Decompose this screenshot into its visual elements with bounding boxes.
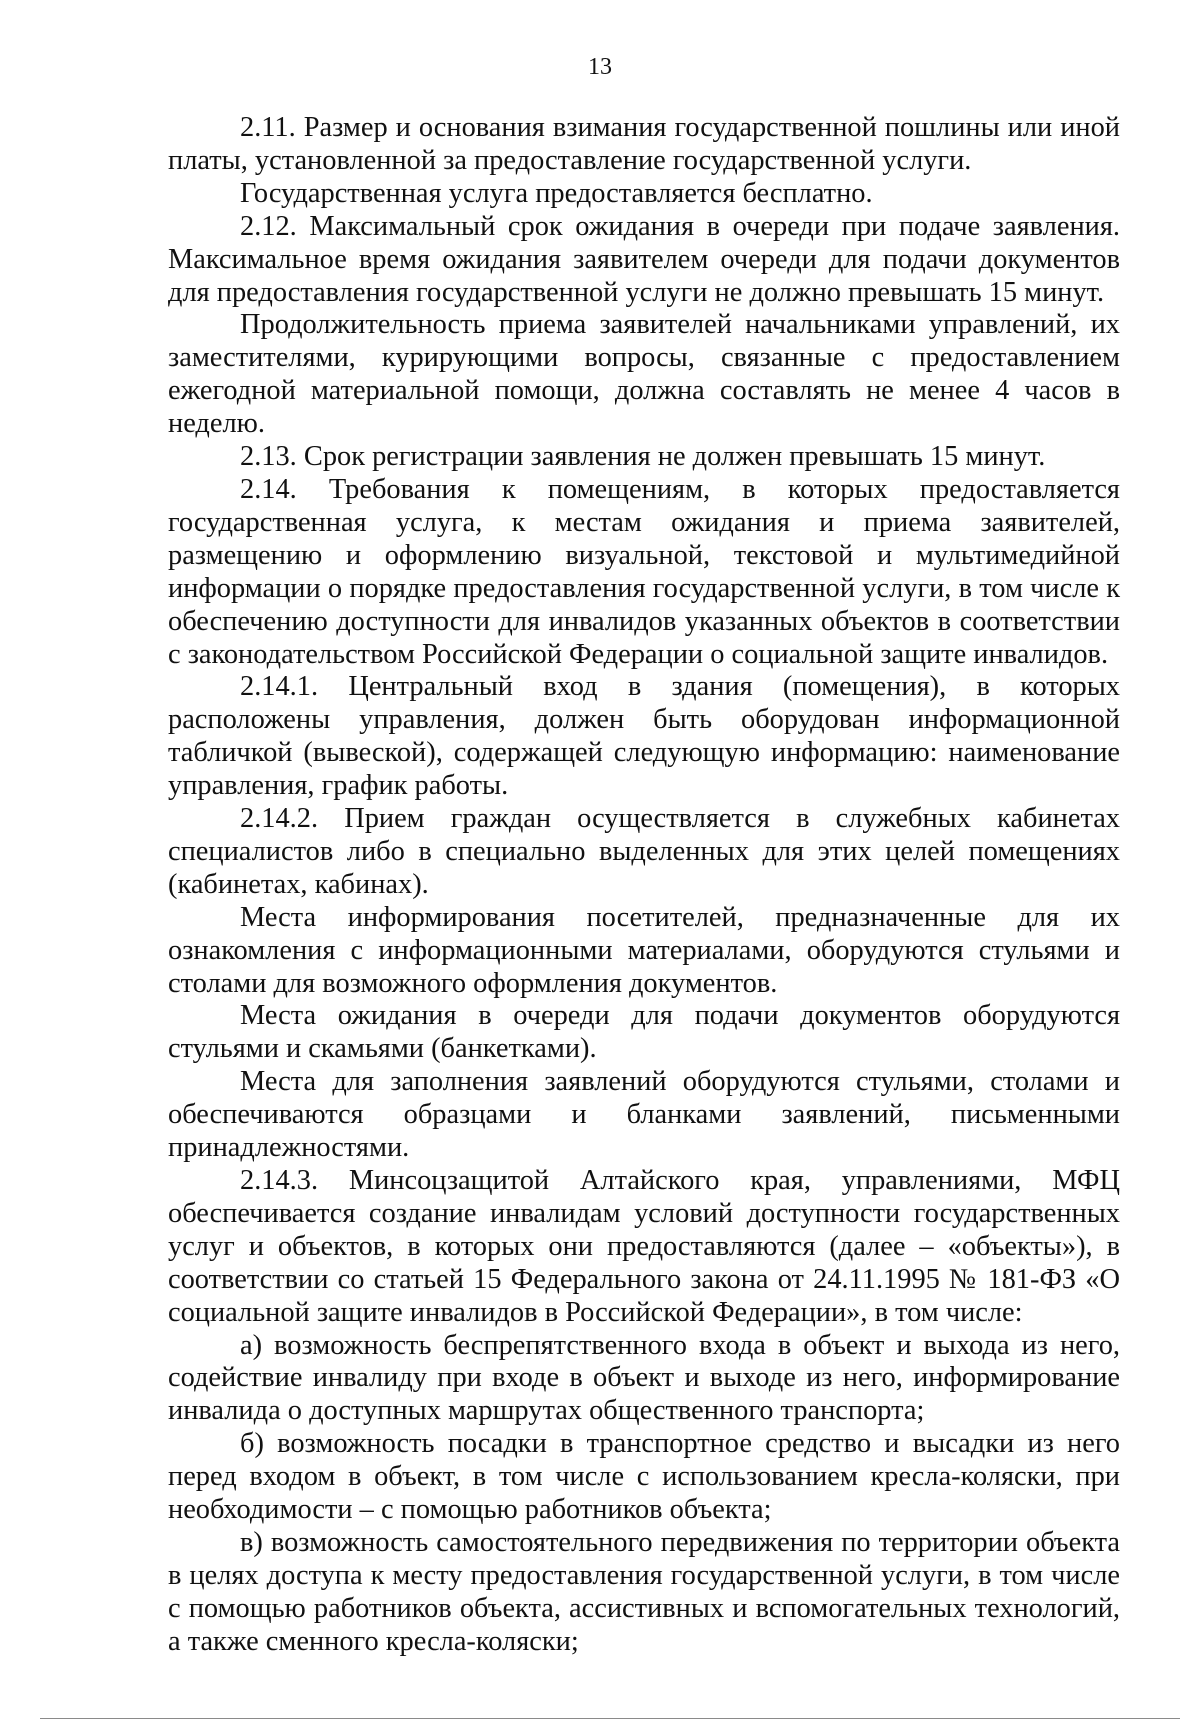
document-body	[168, 112, 1120, 1659]
list-item-a: а) возможность беспрепятственного входа в объект и выхода из него, содействие инвалиду при входе в объект и выходе из него, информирование инвалида о доступных маршрутах общественного транспорта;	[168, 1329, 1120, 1427]
paragraph-2-12: 2.12. Максимальный срок ожидания в очереди при подаче заявления. Максимальное время ожидания заявителем очереди для подачи документов для предоставления государственной услуги не должно превышать 15 минут.	[168, 210, 1120, 308]
paragraph-application-places: Места для заполнения заявлений оборудуются стульями, столами и обеспечиваются образцами и бланками заявлений, письменными принадлежностями.	[168, 1066, 1120, 1164]
paragraph-2-14-3: 2.14.3. Минсоцзащитой Алтайского края, управлениями, МФЦ обеспечивается создание инвалидам условий доступности государственных услуг и объектов, в которых они предоставляются (далее – «объекты»), в соответствии со статьей 15 Федерального закона от 24.11.1995 № 181-ФЗ «О социальной защите инвалидов в Российской Федерации», в том числе:	[168, 1165, 1120, 1328]
paragraph-reception-duration: Продолжительность приема заявителей начальниками управлений, их заместителями, курирующими вопросы, связанные с предоставлением ежегодной материальной помощи, должна составлять не менее 4 часов в неделю.	[168, 309, 1120, 440]
paragraph-2-14-2: 2.14.2. Прием граждан осуществляется в служебных кабинетах специалистов либо в специально выделенных для этих целей помещениях (кабинетах, кабинах).	[168, 803, 1120, 900]
list-item-b: б) возможность посадки в транспортное средство и высадки из него перед входом в объект, в том числе с использованием кресла-коляски, при необходимости – с помощью работников объекта;	[168, 1428, 1120, 1526]
paragraph-2-13: 2.13. Срок регистрации заявления не должен превышать 15 минут.	[240, 441, 1046, 473]
paragraph-2-14: 2.14. Требования к помещениям, в которых предоставляется государственная услуга, к местам ожидания и приема заявителей, размещению и оформлению визуальной, текстовой и мультимедийной информации о порядке предоставления государственной услуги, в том числе к обеспечению доступности для инвалидов указанных объектов в соответствии с законодательством Российской Федерации о социальной защите инвалидов.	[168, 473, 1120, 670]
paragraph-information-places: Места информирования посетителей, предназначенные для их ознакомления с информационными материалами, оборудуются стульями и столами для возможного оформления документов.	[168, 901, 1120, 999]
footer-divider	[40, 1718, 1180, 1719]
paragraph-2-14-1: 2.14.1. Центральный вход в здания (помещения), в которых расположены управления, должен быть оборудован информационной табличкой (вывеской), содержащей следующую информацию: наименование управления, график работы.	[168, 671, 1120, 802]
page-number: 13	[588, 54, 612, 80]
paragraph-2-11: 2.11. Размер и основания взимания государственной пошлины или иной платы, установленной за предоставление государственной услуги.	[168, 112, 1120, 176]
list-item-v: в) возможность самостоятельного передвижения по территории объекта в целях доступа к месту предоставления государственной услуги, в том числе с помощью работников объекта, ассистивных и вспомогательных технологий, а также сменного кресла-коляски;	[168, 1526, 1120, 1657]
paragraph-waiting-places: Места ожидания в очереди для подачи документов оборудуются стульями и скамьями (банкетками).	[168, 1000, 1120, 1065]
paragraph-free-of-charge: Государственная услуга предоставляется бесплатно.	[240, 177, 873, 209]
